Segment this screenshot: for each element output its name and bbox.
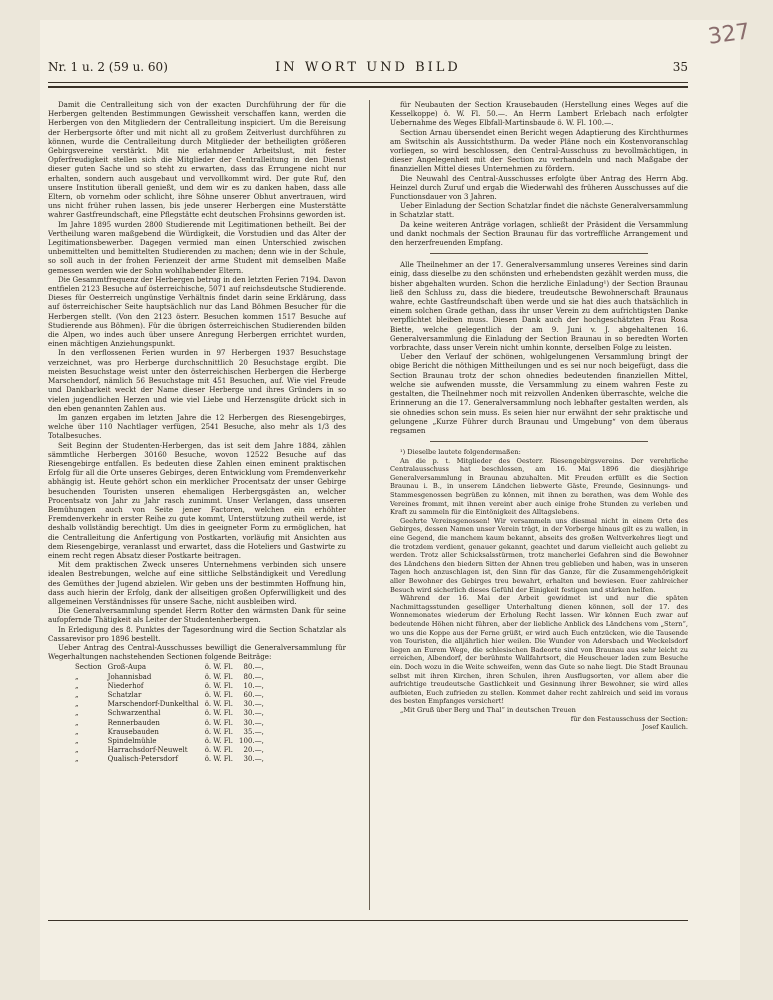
handwritten-page-mark: 327 [706, 19, 752, 50]
contribution-prefix: „ [75, 755, 79, 764]
paragraph: An die p. t. Mitglieder des Oesterr. Riesengebirgsvereins. Der verehrliche Centralausschuss hat beschlossen, am 16. Mai 1896 die diesjährige Generalversammlung in Braunau abzuhalten. Mit Freuden erfüllt es die Section Braunau i. B., in unserem Ländchen liebwerte Gäste, Freunde, Gesinnungs- und Stammesgenossen begrüßen zu können, mit ihnen zu berathen, was dem Wohle des Vereines frommt, mit ihnen vereint aber auch einige frohe Stunden zu verleben und Kraft zu sammeln für die Eintönigkeit des Alltagslebens. [390, 456, 688, 517]
section-name: Harrachsdorf-Neuwelt [107, 746, 188, 755]
paragraph: Die Gesammtfrequenz der Herbergen betrug in den letzten Ferien 7194. Davon entfielen 2123 Besuche auf österreichische, 5071 auf reichsdeutsche Studierende. Dieses für Oesterreich ungünstige Verhältnis findet darin seine Erklärung, dass auf österreichischer Seite hauptsächlich nur das Land Böhmen Besucher für die Herbergen stellt. (Von den 2123 österr. Besuchen kommen 1517 Besuche auf Studierende aus Böhmen). Für die übrigen österreichischen Studierenden bilden die Alpen, wo indes auch über unsere Anregung Herbergen errichtet wurden, einen mächtigen Anziehungspunkt. [48, 274, 346, 349]
page-number: 35 [672, 60, 688, 74]
section-separator [430, 253, 648, 254]
section-name: Schwarzenthal [107, 709, 161, 718]
contribution-row [72, 737, 267, 746]
page-header [48, 56, 688, 80]
contribution-prefix: „ [75, 700, 79, 709]
paragraph: Im Jahre 1895 wurden 2800 Studierende mit Legitimationen betheilt. Bei der Vertheilung waren maßgebend die Würdigkeit, die Vorstudien und das Alter der Legitimationsbewerber. Dagegen vermied man einen Unterschied zwischen unbemittelten und bemittelten Studierenden zu machen; denn wie in der Schule, so soll auch in der frohen Ferienzeit der arme Student mit demselben Maße gemessen werden wie der Sohn wohlhabender Eltern. [48, 219, 346, 275]
braunau-article [390, 260, 688, 435]
contribution-prefix: „ [75, 672, 79, 681]
footnote-separator [430, 441, 648, 442]
contribution-prefix: Section [75, 663, 102, 672]
amount: 100.—, [239, 737, 264, 746]
paragraph: „Mit Gruß über Berg und Thal“ in deutschen Treuen [400, 705, 576, 714]
header-rule [48, 82, 688, 83]
contribution-row [72, 682, 267, 691]
paragraph: Ueber Einladung der Section Schatzlar findet die nächste Generalversammlung in Schatzlar statt. [390, 201, 688, 220]
paragraph: Geehrte Vereinsgenossen! Wir versammeln uns diesmal nicht in einem Orte des Gebirges, dessen Namen unser Verein trägt, in der Vorberge hinaus gilt es zu wallen, in eine Gegend, die manchem kaum bekannt, abseits des großen Weltverkehres liegt und die trotzdem verdient, genauer gekannt, geachtet und darum vielleicht auch geliebt zu werden. Trotz aller Schicksalsstürmen, trotz mancherlei Gefahren sind die Bewohner des Ländchens den biedern Sitten der Ahnen treu geblieben und haben, was in unseren Tagen hoch anzuschlagen ist, den Sinn für das Ganze, für die Zusammengehörigkeit aller Bewohner des Gebirges treu bewahrt, erhalten und bewiesen. Euer zahlreicher Besuch wird sicherlich dieses Gefühl der Einigkeit festigen und stärken helfen. [390, 516, 688, 594]
currency: ö. W. Fl. [204, 737, 234, 746]
report-conclusion [390, 100, 688, 247]
section-name: Qualisch-Petersdorf [107, 755, 178, 764]
amount: 30.—, [243, 755, 264, 764]
paragraph: Mit dem praktischen Zweck unseres Unternehmens verbinden sich unsere idealen Bestrebungen, welche auf eine sittliche Selbständigkeit und Veredlung des Gemüthes der Jugend abzielen. Wir geben uns der bestimmten Hoffnung hin, dass auch hierin der Erfolg, dank der allseitigen großen Opferwilligkeit und des allgemeinen Verständnisses für unsere Sache, nicht ausbleiben wird. [48, 560, 346, 606]
paragraph: Alle Theilnehmer an der 17. Generalversammlung unseres Vereines sind darin einig, dass dieselbe zu den schönsten und erhebendsten gezählt werden muss, die bisher abgehalten wurden. Schon die herzliche Einladung¹) der Section Braunau ließ den Schluss zu, dass die biedere, treudeutsche Bewohnerschaft Braunaus wahre, echte Gastfreundschaft üben werde und sie hat dies auch thatsächlich in einem solchen Grade gethan, dass ihr unser Verein zu dem aufrichtigsten Danke verpflichtet bleiben muss. Diesen Dank auch der hochgeschätzten Frau Rosa Biette, welche gelegentlich der am 9. Juni v. J. abgehaltenen 16. Generalversammlung die Einladung der Section Braunau in so beredten Worten vorbrachte, dass unser Verein nicht umhin konnte, derselben Folge zu leisten. [390, 260, 688, 353]
currency: ö. W. Fl. [204, 691, 234, 699]
section-name: Spindelmühle [107, 737, 157, 746]
currency: ö. W. Fl. [204, 709, 234, 718]
section-name: Schatzlar [107, 691, 142, 699]
amount: 30.—, [243, 700, 264, 709]
paragraph: Damit die Centralleitung sich von der exacten Durchführung der für die Herbergen geltenden Bestimmungen Gewissheit verschaffen kann, werden die Herbergen von den Mitgliedern der Centralleitung inspiciert. Um die Bereisung der Herbergsorte öfter und mit nicht all zu großem Zeitverlust durchführen zu können, wurde die Centralleitung durch Mitglieder der betheiligten größeren Gebirgsvereine verstärkt. Mit nie erlahmender Arbeitslust, mit fester Opferfreudigkeit stellen sich die Mitglieder der Centralleitung in den Dienst dieser guten Sache und so steht zu erwarten, dass das Errungene nicht nur erhalten, sondern auch ausgebaut und vervollkommt wird. Der gute Ruf, den unsere Institution überall genießt, und dem wir es zu danken haben, dass alle Eltern, ob vornehm oder schlicht, ihre Söhne unserer Obhut anvertrauen, wird uns nicht früher ruhen lassen, bis jede unserer Herbergen eine Musterstätte wahrer Gastfreundschaft, eine Pflegstätte echt deutschen Frohsinns geworden ist. [48, 100, 346, 220]
footnote-paragraphs [390, 457, 688, 715]
amount: 20.—, [243, 746, 264, 755]
amount: 80.—, [243, 672, 264, 681]
amount: 30.—, [243, 709, 264, 718]
paragraph: Die Generalversammlung spendet Herrn Rotter den wärmsten Dank für seine aufopfernde Thätigkeit als Leiter der Studentenherbergen. [48, 606, 346, 625]
section-name: Krausebauden [107, 727, 159, 736]
contribution-prefix: „ [75, 737, 79, 746]
paragraph: Während der 16. Mai der Arbeit gewidmet ist und nur die späten Nachmittagsstunden geselliger Unterhaltung dienen können, soll der 17. des Wonnemonates wiederum der Erholung Recht lassen. Wir können Euch zwar auf bedeutende Höhen nicht führen, aber der liebliche Anblick des Ländchens vom „Stern“, wo uns die Koppe aus der Ferne grüßt, er wird auch Euch entzücken, wie die Tausende von Touristen, die alljährlich hier weilen. Die Wunder von Adersbach und Weckelsdorf liegen an Eurem Wege, die schlesischen Badeorte sind von Braunau aus sehr leicht zu erreichen, Albendorf, der berühmte Wallfahrtsort, die Heuscheuer laden zum Besuche ein. Doch wozu in die Weite schweifen, wenn das Gute so nahe liegt. Die Stadt Braunau selbst mit ihren Kirchen, ihren Schulen, ihren Ausflugsorten, vor allem aber die aufrichtige treudeutsche Gastlichkeit und Gesinnung ihrer Bewohner, sie wird alles aufbieten, Euch zufrieden zu stellen. Kommet daher recht zahlreich und seid im voraus des besten Empfanges versichert! [390, 594, 688, 706]
right-column [390, 100, 688, 910]
header-rule-thick [48, 86, 688, 88]
section-name: Niederhof [107, 681, 144, 690]
paragraph: Section Arnau übersendet einen Bericht wegen Adaptierung des Kirchthurmes am Switschin als Aussichtsthurm. Da weder Pläne noch ein Kostenvoranschlag vorliegen, so wird beschlossen, den Central-Ausschuss zu bevollmächtigen, in dieser Angelegenheit mit der Section zu verhandeln und nach Maßgabe der finanziellen Mittel dieses Unternehmen zu fördern. [390, 127, 688, 174]
amount: 80.—, [243, 663, 264, 672]
left-column [48, 100, 346, 910]
signature-line-1: für den Festausschuss der Section: [570, 714, 688, 723]
contribution-row [72, 755, 267, 764]
paragraph: Seit Beginn der Studenten-Herbergen, das ist seit dem Jahre 1884, zählen sämmtliche Herbergen 30160 Besuche, wovon 12522 Besuche auf das Riesengebirge entfallen. Es bedeuten diese Zahlen einen eminent praktischen Erfolg für all die Orte unseres Gebirges, deren Entwicklung vom Fremdenverkehr abhängig ist. Heute gehört schon ein merklicher Procentsatz der unser Gebirge besuchenden Touristen unseren ehemaligen Herbergsgästen an, welcher Procentsatz von Jahr zu Jahr rasch zunimmt. Unser Verlangen, dass unseren Bemühungen auch von Seite jener Factoren, welchen ein erhöhter Fremdenverkehr in erster Reihe zu gute kommt, Unterstützung zutheil werde, ist deshalb vollständig berechtigt. Um dies in geeigneter Form zu ermöglichen, hat die Centralleitung die Anfertigung von Postkarten, vorläufig mit Ansichten aus dem Riesengebirge, veranlasst und erwartet, dass die Hoteliers und Gastwirte zu einem recht regen Absatz dieser Postkarte beitragen. [48, 440, 346, 560]
currency: ö. W. Fl. [204, 663, 234, 672]
contribution-prefix: „ [75, 681, 79, 690]
amount: 60.—, [243, 691, 264, 699]
currency: ö. W. Fl. [204, 746, 234, 755]
contribution-row [72, 746, 267, 755]
section-name: Rennerbauden [107, 718, 160, 727]
contribution-prefix: „ [75, 709, 79, 718]
paragraph: Im ganzen ergaben im letzten Jahre die 12 Herbergen des Riesengebirges, welche über 110 Nachtlager verfügen, 2541 Besuche, also mehr als 1/3 des Totalbesuches. [48, 412, 346, 441]
currency: ö. W. Fl. [204, 755, 234, 764]
paragraph: Da keine weiteren Anträge vorlagen, schließt der Präsident die Versammlung und dankt nochmals der Section Braunau für das vortreffliche Arrangement und den herzerfreuenden Empfang. [390, 219, 688, 248]
amount: 30.—, [243, 718, 264, 727]
left-paragraphs [48, 100, 346, 661]
contribution-row [72, 700, 267, 709]
footer-rule [48, 920, 688, 921]
paragraph: In Erledigung des 8. Punktes der Tagesordnung wird die Section Schatzlar als Cassarevisor pro 1896 bestellt. [48, 624, 346, 643]
section-name: Groß-Aupa [107, 663, 147, 672]
contributions-table [72, 663, 267, 764]
currency: ö. W. Fl. [204, 700, 234, 709]
contribution-prefix: „ [75, 691, 79, 699]
contribution-prefix: „ [75, 727, 79, 736]
amount: 10.—, [243, 681, 264, 690]
currency: ö. W. Fl. [204, 681, 234, 690]
contribution-row [72, 691, 267, 700]
publication-title: IN WORT UND BILD [275, 60, 461, 75]
footnote [390, 448, 688, 732]
issue-number: Nr. 1 u. 2 (59 u. 60) [48, 60, 168, 74]
paragraph: In den verflossenen Ferien wurden in 97 Herbergen 1937 Besuchstage verzeichnet, was pro Herberge durchschnittlich 20 Besuchstage ergibt. Die meisten Besuchstage weist unter den österreichischen Herbergen die Herberge Marschendorf, nämlich 56 Besuchstage mit 451 Besuchen, auf. Wie viel Freude und Dankbarkeit weckt der Name dieser Herberge und ihres Gründers in so vielen jugendlichen Herzen und wie viel Liebe und Herzensgüte drückt sich in den eben genannten Zahlen aus. [48, 348, 346, 413]
contribution-row [72, 663, 267, 672]
contribution-prefix: „ [75, 746, 79, 755]
amount: 35.—, [243, 727, 264, 736]
contribution-prefix: „ [75, 718, 79, 727]
column-divider [369, 100, 370, 910]
signature-name: Josef Kaulich. [642, 723, 688, 732]
paragraph: Ueber den Verlauf der schönen, wohlgelungenen Versammlung bringt der obige Bericht die nöthigen Mittheilungen und es sei nur noch beigefügt, dass die Section Braunau trotz der schon ohnedies bedeutenden finanziellen Mittel, welche sie aufwenden musste, die Versammlung zu einem wahren Feste zu gestalten, die Theilnehmer noch mit reizvollen Andenken überraschte, welche die Erinnerung an die 17. Generalversammlung noch lebhafter gestalten werden, als sie ohnedies schon sein muss. Es seien hier nur erwähnt der sehr praktische und gelungene „Kurze Führer durch Braunau und Umgebung“ von dem überaus regsamen [390, 352, 688, 435]
footnote-title: ¹) Dieselbe lautete folgendermaßen: [400, 448, 521, 457]
paragraph: Ueber Antrag des Central-Ausschusses bewilligt die Generalversammlung für Wegerhaltungen nachstehenden Sectionen folgende Beiträge: [48, 642, 346, 662]
contribution-row [72, 719, 267, 728]
currency: ö. W. Fl. [204, 672, 234, 681]
currency: ö. W. Fl. [204, 727, 234, 736]
paragraph: Die Neuwahl des Central-Ausschusses erfolgte über Antrag des Herrn Abg. Heinzel durch Zuruf und ergab die Wiederwahl des früheren Ausschusses auf die Functionsdauer von 3 Jahren. [390, 173, 688, 202]
contribution-row [72, 728, 267, 737]
contribution-row [72, 673, 267, 682]
currency: ö. W. Fl. [204, 718, 234, 727]
paragraph: für Neubauten der Section Krausebauden (Herstellung eines Weges auf die Kesselkoppe) ö. W. Fl. 50.—. An Herrn Lambert Erlebach nach erfolgter Uebernahme des Weges Elbfall-Martinsbaude ö. W. Fl. 100.—. [390, 100, 688, 128]
contribution-row [72, 709, 267, 718]
section-name: Marschendorf-Dunkelthal [107, 700, 199, 709]
section-name: Johannisbad [107, 672, 152, 681]
